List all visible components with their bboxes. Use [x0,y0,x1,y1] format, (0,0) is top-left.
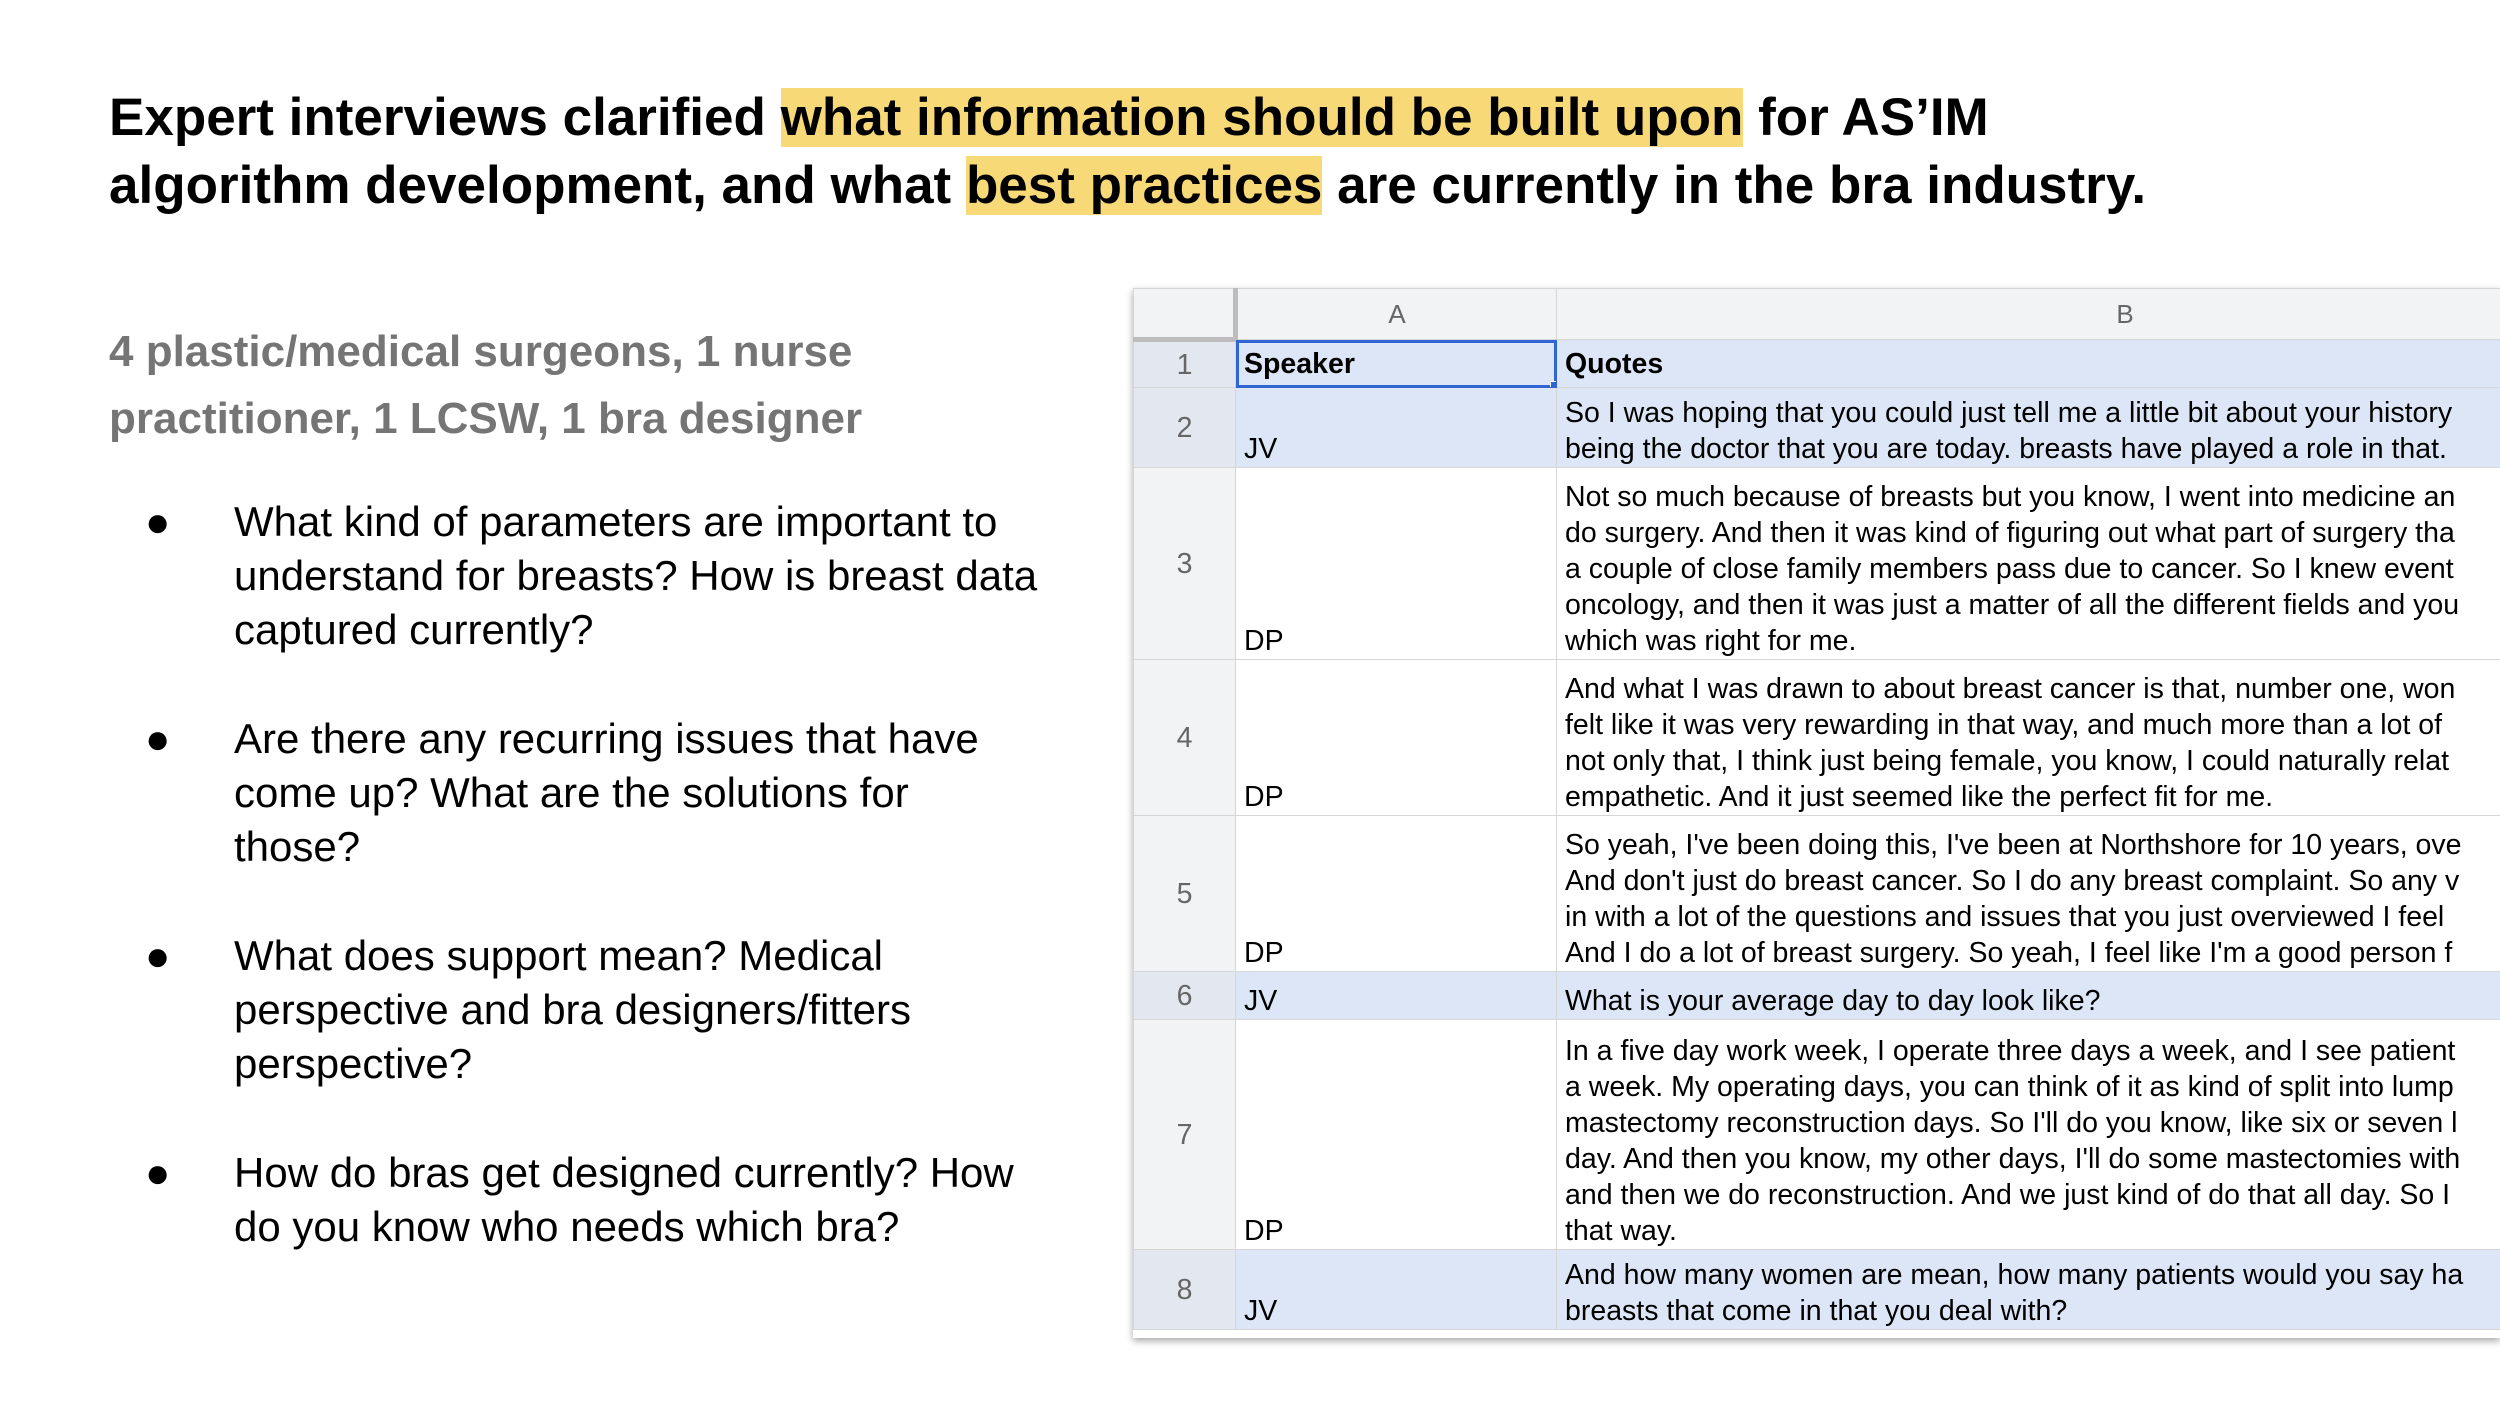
table-row [1134,340,2500,388]
quote-cell[interactable] [1557,1020,2500,1250]
speaker-cell[interactable] [1236,816,1557,972]
spreadsheet-grid [1133,288,2500,1330]
speaker-text: DP [1244,781,1284,813]
quote-line: And I do a lot of breast surgery. So yeah, I feel like I'm a good person f [1565,937,2453,969]
quote-line: that way. [1565,1215,1677,1247]
quotes-header-cell[interactable] [1557,340,2500,388]
question-text: What kind of parameters are important to understand for breasts? How is breast data captured currently? [234,498,1038,653]
row-number[interactable]: 1 [1134,340,1236,388]
row-number[interactable]: 2 [1134,388,1236,468]
speaker-header-cell[interactable] [1236,340,1557,388]
quote-line: breasts that come in that you deal with? [1565,1295,2068,1327]
quote-line: and then we do reconstruction. And we just kind of do that all day. So I [1565,1179,2451,1211]
speaker-text: JV [1244,1295,1278,1327]
quote-line: which was right for me. [1565,625,1857,657]
bullet-icon: ● [145,932,171,979]
title-text: for AS’IM [1743,88,1989,147]
quote-line: And don't just do breast cancer. So I do any breast complaint. So any v [1565,865,2460,897]
title-highlight-2: best practices [965,156,1323,215]
speaker-text: Speaker [1244,347,1355,380]
column-header-row [1134,289,2500,340]
speaker-cell[interactable] [1236,972,1557,1020]
bullet-icon: ● [145,715,171,762]
row-number[interactable]: 4 [1134,660,1236,816]
quote-line: a week. My operating days, you can think of it as kind of split into lump [1565,1071,2454,1103]
table-row [1134,388,2500,468]
title-highlight-1: what information should be built upon [780,88,1744,147]
speaker-cell[interactable] [1236,660,1557,816]
quote-line: And how many women are mean, how many patients would you say ha [1565,1259,2464,1291]
row-number[interactable]: 7 [1134,1020,1236,1250]
title-text: Expert interviews clarified [109,88,781,147]
quote-line: not only that, I think just being female, you know, I could naturally relat [1565,745,2450,777]
question-text: Are there any recurring issues that have come up? What are the solutions for those? [234,715,979,870]
speaker-text: DP [1244,1215,1284,1247]
row-number[interactable]: 8 [1134,1250,1236,1330]
quote-line: a couple of close family members pass due to cancer. So I knew event [1565,553,2454,585]
question-list [0,495,1060,1309]
quote-line: in with a lot of the questions and issues that you just overviewed I feel [1565,901,2445,933]
slide-title [109,84,2409,220]
quote-cell[interactable] [1557,468,2500,660]
table-row [1134,660,2500,816]
table-row [1134,1020,2500,1250]
speaker-cell[interactable] [1236,388,1557,468]
table-row [1134,1250,2500,1330]
speaker-text: JV [1244,433,1278,465]
quote-line: day. And then you know, my other days, I'll do some mastectomies with [1565,1143,2461,1175]
quote-line: What is your average day to day look like? [1565,985,2101,1017]
quote-cell[interactable] [1557,972,2500,1020]
row-number[interactable]: 3 [1134,468,1236,660]
question-item [0,495,1060,657]
quote-cell[interactable] [1557,1250,2500,1330]
speaker-cell[interactable] [1236,1250,1557,1330]
row-number[interactable]: 5 [1134,816,1236,972]
speaker-text: DP [1244,937,1284,969]
column-header-b[interactable]: B [1557,289,2500,340]
title-text: algorithm development, and what [109,156,966,215]
quote-line: So yeah, I've been doing this, I've been at Northshore for 10 years, ove [1565,829,2462,861]
row-number[interactable]: 6 [1134,972,1236,1020]
bullet-icon: ● [145,1149,171,1196]
table-row [1134,972,2500,1020]
speaker-cell[interactable] [1236,468,1557,660]
question-text: What does support mean? Medical perspective and bra designers/fitters perspective? [234,932,912,1087]
quote-line: empathetic. And it just seemed like the perfect fit for me. [1565,781,2274,813]
quote-line: do surgery. And then it was kind of figuring out what part of surgery tha [1565,517,2455,549]
quote-cell[interactable] [1557,816,2500,972]
quote-cell[interactable] [1557,660,2500,816]
quote-line: being the doctor that you are today. breasts have played a role in that. [1565,433,2447,465]
question-item [0,712,1060,874]
question-text: How do bras get designed currently? How do you know who needs which bra? [234,1149,1014,1250]
quote-line: In a five day work week, I operate three days a week, and I see patient [1565,1035,2456,1067]
quote-cell[interactable] [1557,388,2500,468]
speaker-text: DP [1244,625,1284,657]
title-text: are currently in the bra industry. [1322,156,2147,215]
bullet-icon: ● [145,498,171,545]
table-row [1134,816,2500,972]
speaker-text: JV [1244,985,1278,1017]
quote-line: Not so much because of breasts but you know, I went into medicine an [1565,481,2456,513]
spreadsheet-screenshot [1133,288,2500,1338]
fill-handle[interactable] [1550,381,1557,388]
quote-line: felt like it was very rewarding in that way, and much more than a lot of [1565,709,2443,741]
quote-line: So I was hoping that you could just tell me a little bit about your history [1565,397,2453,429]
quote-line: oncology, and then it was just a matter of all the different fields and you [1565,589,2460,621]
question-item [0,929,1060,1091]
select-all-corner[interactable] [1134,289,1236,340]
speaker-cell[interactable] [1236,1020,1557,1250]
table-row [1134,468,2500,660]
column-header-a[interactable]: A [1236,289,1557,340]
question-item [0,1146,1060,1254]
quote-line: Quotes [1565,347,1664,380]
quote-line: And what I was drawn to about breast cancer is that, number one, won [1565,673,2456,705]
quote-line: mastectomy reconstruction days. So I'll do you know, like six or seven l [1565,1107,2458,1139]
participants-summary: 4 plastic/medical surgeons, 1 nurse practitioner, 1 LCSW, 1 bra designer [109,327,863,443]
